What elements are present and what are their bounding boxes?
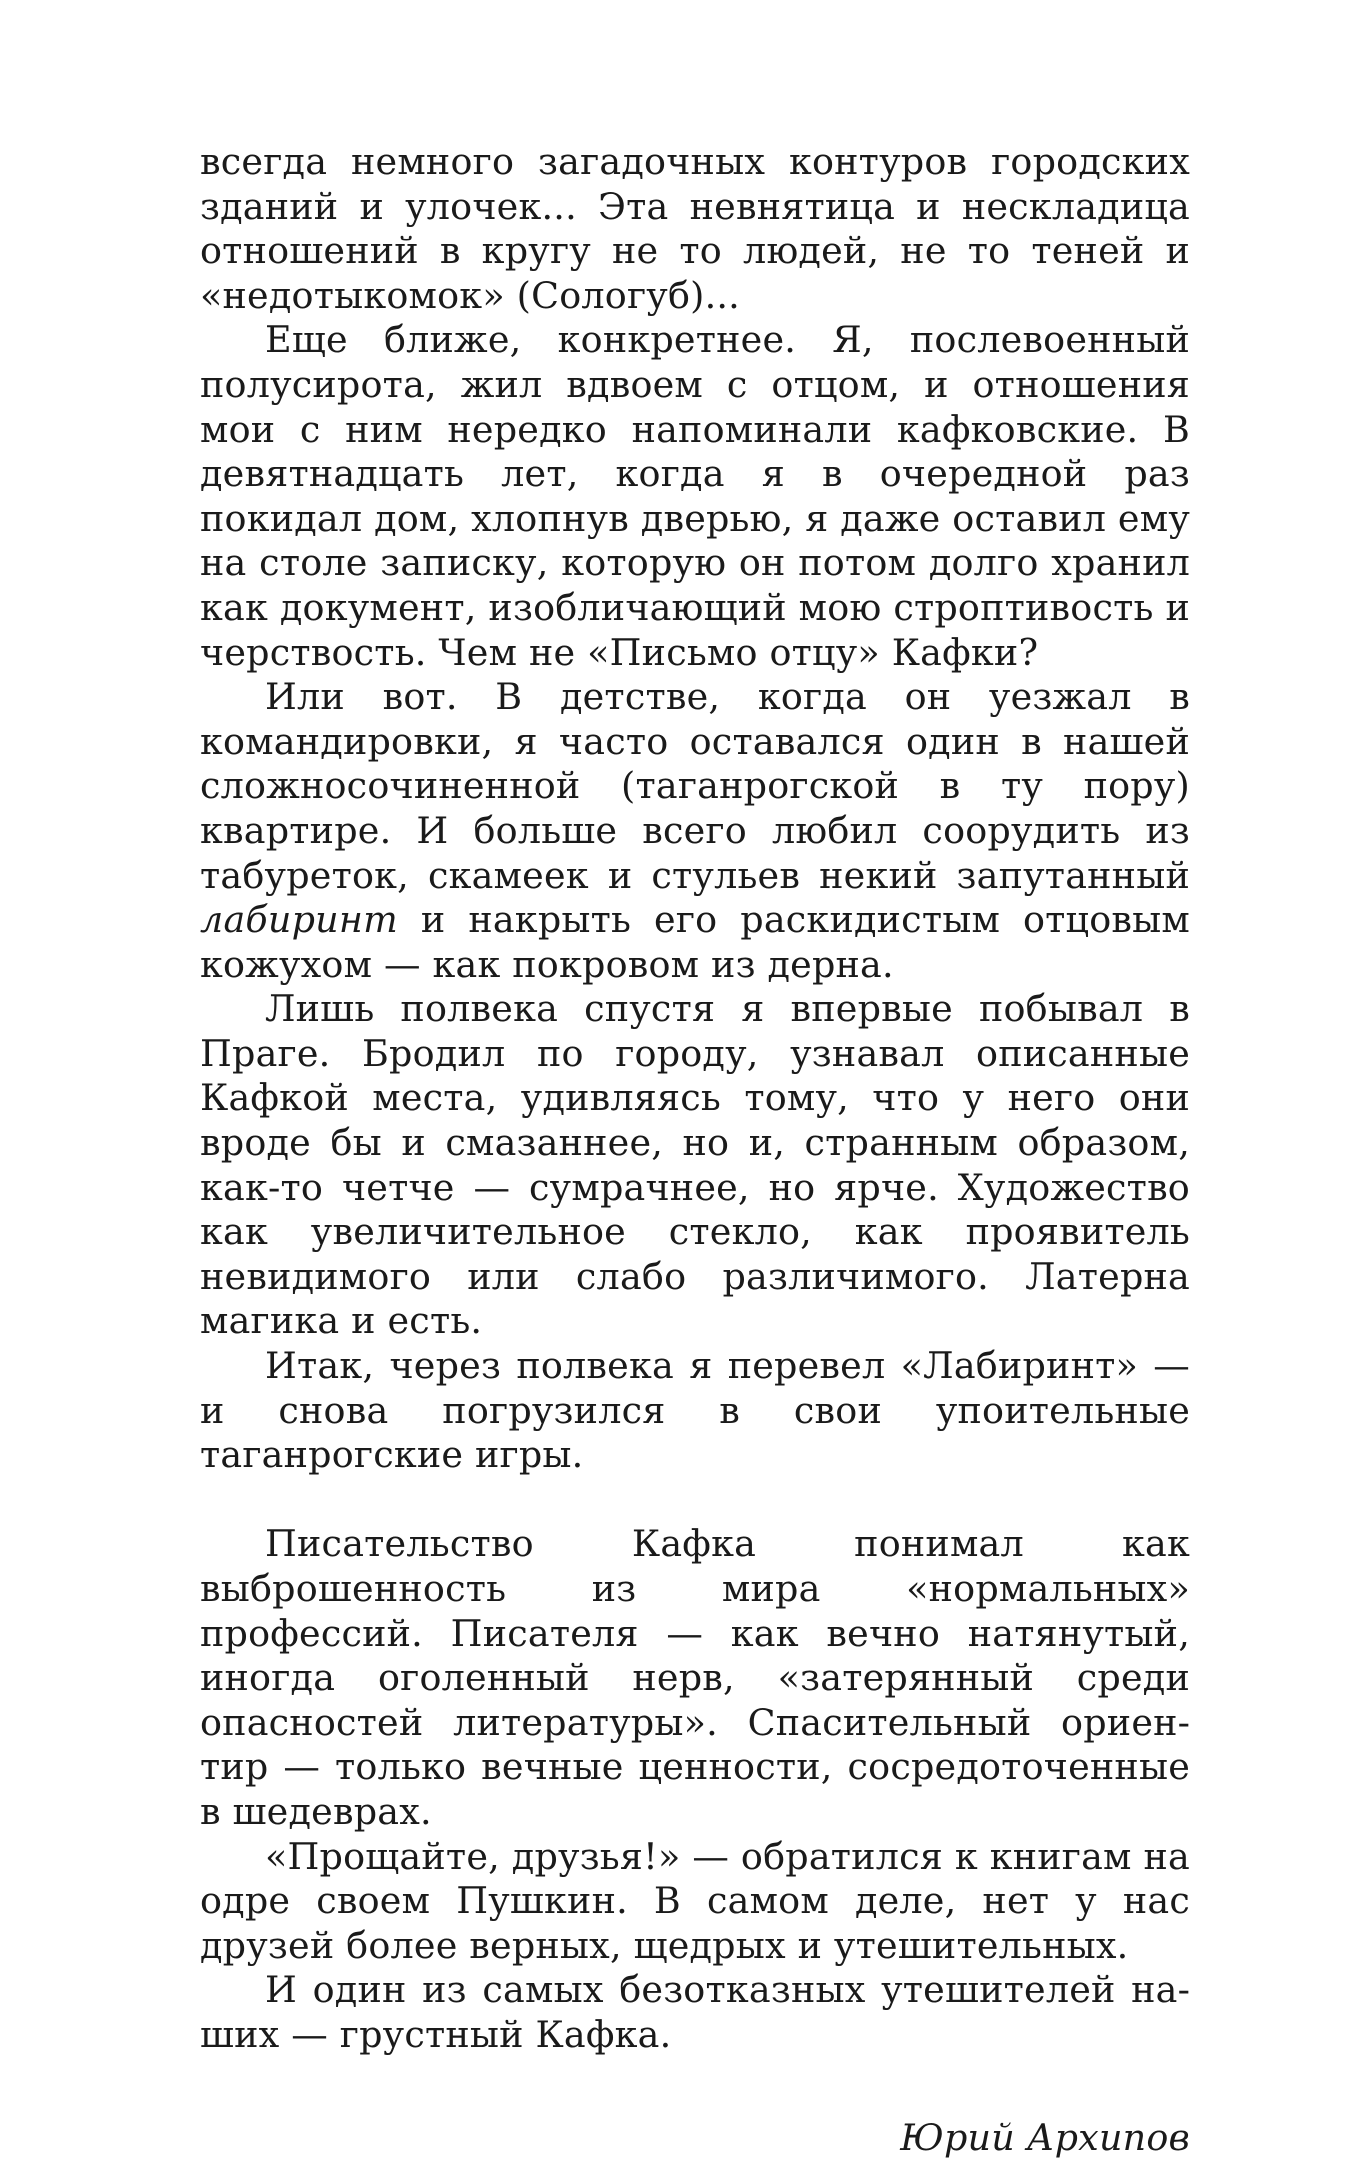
paragraph [200, 1835, 1190, 1969]
text-segment: Еще ближе, конкретнее. Я, послевоенный полусирота, жил вдвоем с отцом, и отношения мои с ним нередко напоминали кафковские. В девятнадцать лет, когда я в очередной раз покидал дом, хлопнув дверью, я даже оставил ему на столе записку, которую он потом долго хранил как документ, изобличающий мою строптивость и черствость. Чем не «Письмо отцу» Кафки? [200, 318, 1190, 674]
text-segment: всегда немного загадочных контуров городских зданий и улочек... Эта невнятица и нескладица отношений в кругу не то людей, не то теней и «недотыкомок» (Сологуб)... [200, 140, 1190, 317]
text-segment: «Прощайте, друзья!» — обратился к книгам на одре своем Пушкин. В самом деле, нет у нас друзей более верных, щедрых и утешительных. [200, 1834, 1190, 1967]
text-segment: Писательство Кафка понимал как выброшенность из мира «нормальных» профессий. Писателя — как вечно натянутый, иногда оголенный нерв, «затерянный среди опасностей литературы». Спасительный ориентир — только вечные ценности, сосредоточенные в шедеврах. [200, 1522, 1190, 1833]
text-segment: И один из самых безотказных утешителей наших — грустный Кафка. [200, 1968, 1190, 2056]
body-text [200, 140, 1190, 2058]
paragraph [200, 987, 1190, 1344]
text-segment: Или вот. В детстве, когда он уезжал в командировки, я часто оставался один в нашей сложносочиненной (таганрогской в ту пору) квартире. И больше всего любил соорудить из табуреток, скамеек и стульев некий запутанный [200, 675, 1190, 897]
paragraph [200, 675, 1190, 987]
paragraph [200, 1344, 1190, 1478]
paragraph [200, 140, 1190, 318]
text-section [200, 1522, 1190, 2057]
italic-text-segment: лабиринт [200, 898, 398, 942]
text-segment: Итак, через полвека я перевел «Лабиринт» — и снова погрузился в свои упоительные таганрогские игры. [200, 1344, 1190, 1477]
text-segment: Лишь полвека спустя я впервые побывал в Праге. Бродил по городу, узнавал описанные Кафкой места, удивляясь тому, что у него они вроде бы и смазаннее, но и, странным образом, как-то четче — сумрачнее, но ярче. Художество как увеличительное стекло, как проявитель невидимого или слабо различимого. Латерна магика и есть. [200, 987, 1190, 1343]
text-segment: и накрыть его раскидистым отцовым кожухом — как покровом из дерна. [200, 898, 1190, 986]
book-page [200, 140, 1190, 2160]
text-section [200, 140, 1190, 1478]
paragraph [200, 1522, 1190, 1834]
paragraph [200, 318, 1190, 675]
paragraph [200, 1968, 1190, 2057]
author-signature: Юрий Архипов [900, 2115, 1190, 2159]
